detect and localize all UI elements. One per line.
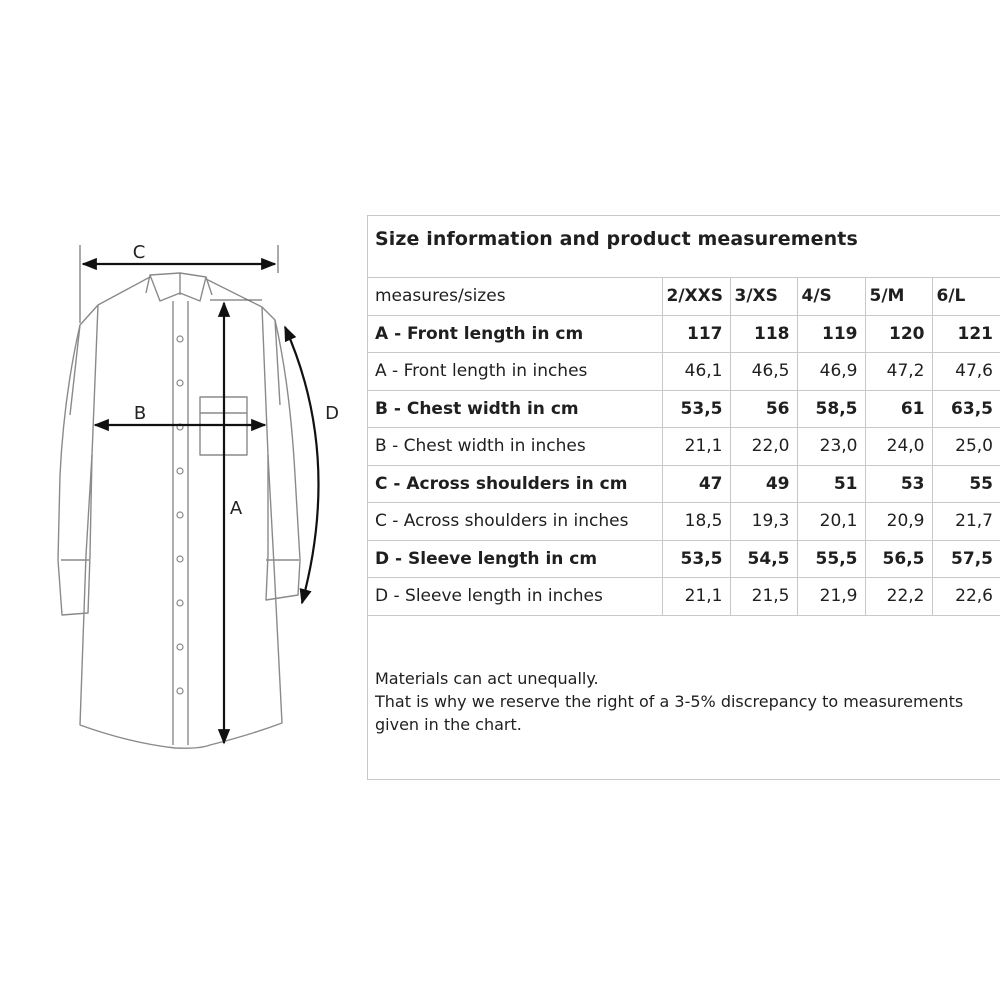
cell-value: 21,7 [932, 503, 1000, 541]
disclaimer-note [375, 667, 963, 736]
cell-value: 22,0 [730, 428, 797, 466]
label-d: D [325, 403, 339, 424]
cell-value: 47,2 [865, 353, 932, 391]
table-row [368, 540, 1000, 578]
shirt-dress-diagram [0, 215, 367, 780]
cell-value: 56,5 [865, 540, 932, 578]
cell-value: 51 [797, 465, 865, 503]
cell-value: 22,2 [865, 578, 932, 616]
cell-value: 56 [730, 390, 797, 428]
note-line: Materials can act unequally. [375, 669, 599, 688]
cell-value: 118 [730, 315, 797, 353]
row-label: B - Chest width in inches [368, 428, 662, 466]
size-table [368, 277, 1000, 616]
size-header: 6/L [932, 278, 1000, 316]
row-label: D - Sleeve length in cm [368, 540, 662, 578]
label-a: A [229, 498, 243, 519]
cell-value: 119 [797, 315, 865, 353]
table-row [368, 578, 1000, 616]
cell-value: 46,9 [797, 353, 865, 391]
cell-value: 53,5 [662, 540, 730, 578]
cell-value: 47 [662, 465, 730, 503]
cell-value: 121 [932, 315, 1000, 353]
cell-value: 55,5 [797, 540, 865, 578]
size-header: 3/XS [730, 278, 797, 316]
cell-value: 20,9 [865, 503, 932, 541]
cell-value: 54,5 [730, 540, 797, 578]
placket-buttons [177, 336, 183, 694]
cell-value: 46,5 [730, 353, 797, 391]
table-row [368, 390, 1000, 428]
table-row [368, 353, 1000, 391]
cell-value: 57,5 [932, 540, 1000, 578]
label-c: C [132, 242, 146, 263]
row-label: D - Sleeve length in inches [368, 578, 662, 616]
note-line: given in the chart. [375, 715, 522, 734]
note-line: That is why we reserve the right of a 3-5% discrepancy to measurements [375, 692, 964, 711]
cell-value: 58,5 [797, 390, 865, 428]
panel-title: Size information and product measurements [375, 228, 858, 250]
cell-value: 53 [865, 465, 932, 503]
cell-value: 24,0 [865, 428, 932, 466]
size-header: 2/XXS [662, 278, 730, 316]
cell-value: 21,5 [730, 578, 797, 616]
cell-value: 53,5 [662, 390, 730, 428]
table-row [368, 428, 1000, 466]
label-b: B [133, 403, 147, 424]
size-info-panel [367, 215, 1000, 780]
table-header-row [368, 278, 1000, 316]
table-row [368, 503, 1000, 541]
cell-value: 20,1 [797, 503, 865, 541]
cell-value: 55 [932, 465, 1000, 503]
cell-value: 21,1 [662, 578, 730, 616]
row-label: B - Chest width in cm [368, 390, 662, 428]
size-header: 5/M [865, 278, 932, 316]
cell-value: 46,1 [662, 353, 730, 391]
cell-value: 23,0 [797, 428, 865, 466]
size-header: 4/S [797, 278, 865, 316]
row-label: C - Across shoulders in cm [368, 465, 662, 503]
cell-value: 21,1 [662, 428, 730, 466]
row-label: A - Front length in inches [368, 353, 662, 391]
cell-value: 47,6 [932, 353, 1000, 391]
cell-value: 63,5 [932, 390, 1000, 428]
table-row [368, 315, 1000, 353]
table-row [368, 465, 1000, 503]
measure-d-arrow [285, 327, 318, 603]
cell-value: 120 [865, 315, 932, 353]
cell-value: 25,0 [932, 428, 1000, 466]
row-label: A - Front length in cm [368, 315, 662, 353]
cell-value: 22,6 [932, 578, 1000, 616]
row-label: C - Across shoulders in inches [368, 503, 662, 541]
garment-outline [58, 273, 300, 748]
cell-value: 21,9 [797, 578, 865, 616]
cell-value: 19,3 [730, 503, 797, 541]
cell-value: 117 [662, 315, 730, 353]
cell-value: 61 [865, 390, 932, 428]
cell-value: 18,5 [662, 503, 730, 541]
cell-value: 49 [730, 465, 797, 503]
header-label: measures/sizes [368, 278, 662, 316]
